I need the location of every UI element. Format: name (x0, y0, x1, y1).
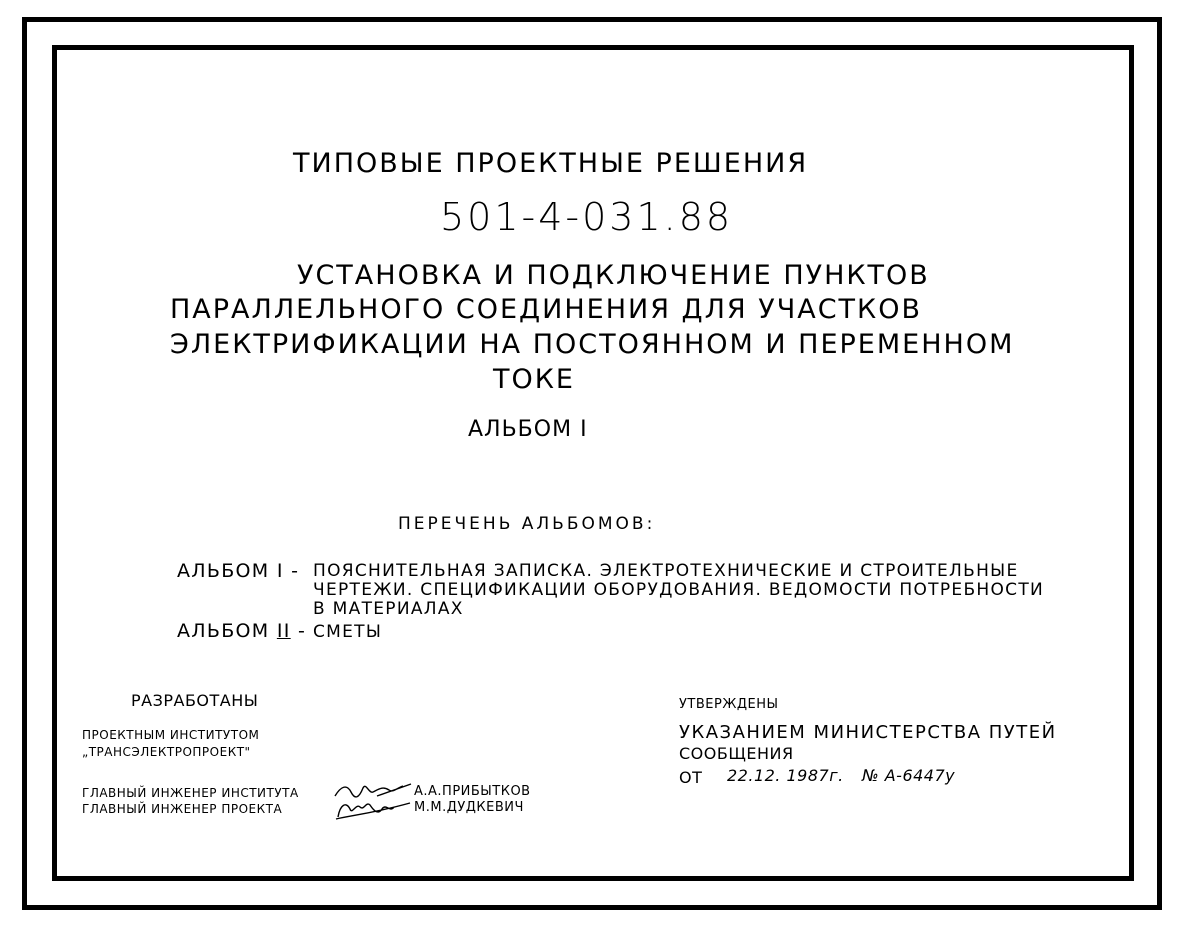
album2-description: СМЕТЫ (313, 622, 383, 642)
subject-line-3: ЭЛЕКТРИФИКАЦИИ НА ПОСТОЯННОМ И ПЕРЕМЕННОМ (170, 329, 1015, 360)
album2-label (177, 622, 306, 641)
approved-from-label: ОТ (679, 768, 703, 787)
developed-by-line-2: „ТРАНСЭЛЕКТРОПРОЕКТ" (82, 745, 251, 759)
subject-line-1: УСТАНОВКА И ПОДКЛЮЧЕНИЕ ПУНКТОВ (297, 260, 930, 291)
chief-engineer-project-name: М.М.ДУДКЕВИЧ (414, 800, 524, 815)
developed-by-line-1: ПРОЕКТНЫМ ИНСТИТУТОМ (82, 728, 260, 742)
album1-description-line-1: ПОЯСНИТЕЛЬНАЯ ЗАПИСКА. ЭЛЕКТРОТЕХНИЧЕСКИЕ И СТРОИТЕЛЬНЫЕ (313, 561, 1019, 581)
album1-description-line-3: В МАТЕРИАЛАХ (313, 599, 464, 619)
album-number: АЛЬБОМ I (468, 417, 588, 442)
chief-engineer-institute-role: ГЛАВНЫЙ ИНЖЕНЕР ИНСТИТУТА (82, 786, 299, 800)
signature-2-icon (334, 795, 412, 823)
albums-list-heading: ПЕРЕЧЕНЬ АЛЬБОМОВ: (398, 514, 656, 534)
album1-description-line-2: ЧЕРТЕЖИ. СПЕЦИФИКАЦИИ ОБОРУДОВАНИЯ. ВЕДОМОСТИ ПОТРЕБНОСТИ (313, 580, 1045, 600)
chief-engineer-institute-name: А.А.ПРИБЫТКОВ (414, 784, 531, 799)
signature-2 (334, 795, 412, 826)
approved-line-2: СООБЩЕНИЯ (679, 744, 794, 763)
album2-roman: II (276, 620, 291, 642)
subject-line-2: ПАРАЛЛЕЛЬНОГО СОЕДИНЕНИЯ ДЛЯ УЧАСТКОВ (170, 294, 922, 325)
album2-prefix: АЛЬБОМ (177, 620, 270, 642)
approved-number: № А-6447у (862, 766, 956, 785)
chief-engineer-project-role: ГЛАВНЫЙ ИНЖЕНЕР ПРОЕКТА (82, 802, 283, 816)
approved-line-1: УКАЗАНИЕМ МИНИСТЕРСТВА ПУТЕЙ (679, 722, 1057, 743)
approved-date: 22.12. 1987г. (727, 766, 844, 785)
document-code: 501-4-031.88 (440, 195, 734, 239)
album2-suffix: - (298, 620, 307, 642)
subject-line-4: ТОКЕ (493, 364, 575, 395)
developed-heading: РАЗРАБОТАНЫ (131, 691, 259, 710)
document-title: ТИПОВЫЕ ПРОЕКТНЫЕ РЕШЕНИЯ (293, 148, 809, 179)
approved-heading: УТВЕРЖДЕНЫ (679, 697, 779, 712)
album1-label: АЛЬБОМ I - (177, 560, 300, 582)
